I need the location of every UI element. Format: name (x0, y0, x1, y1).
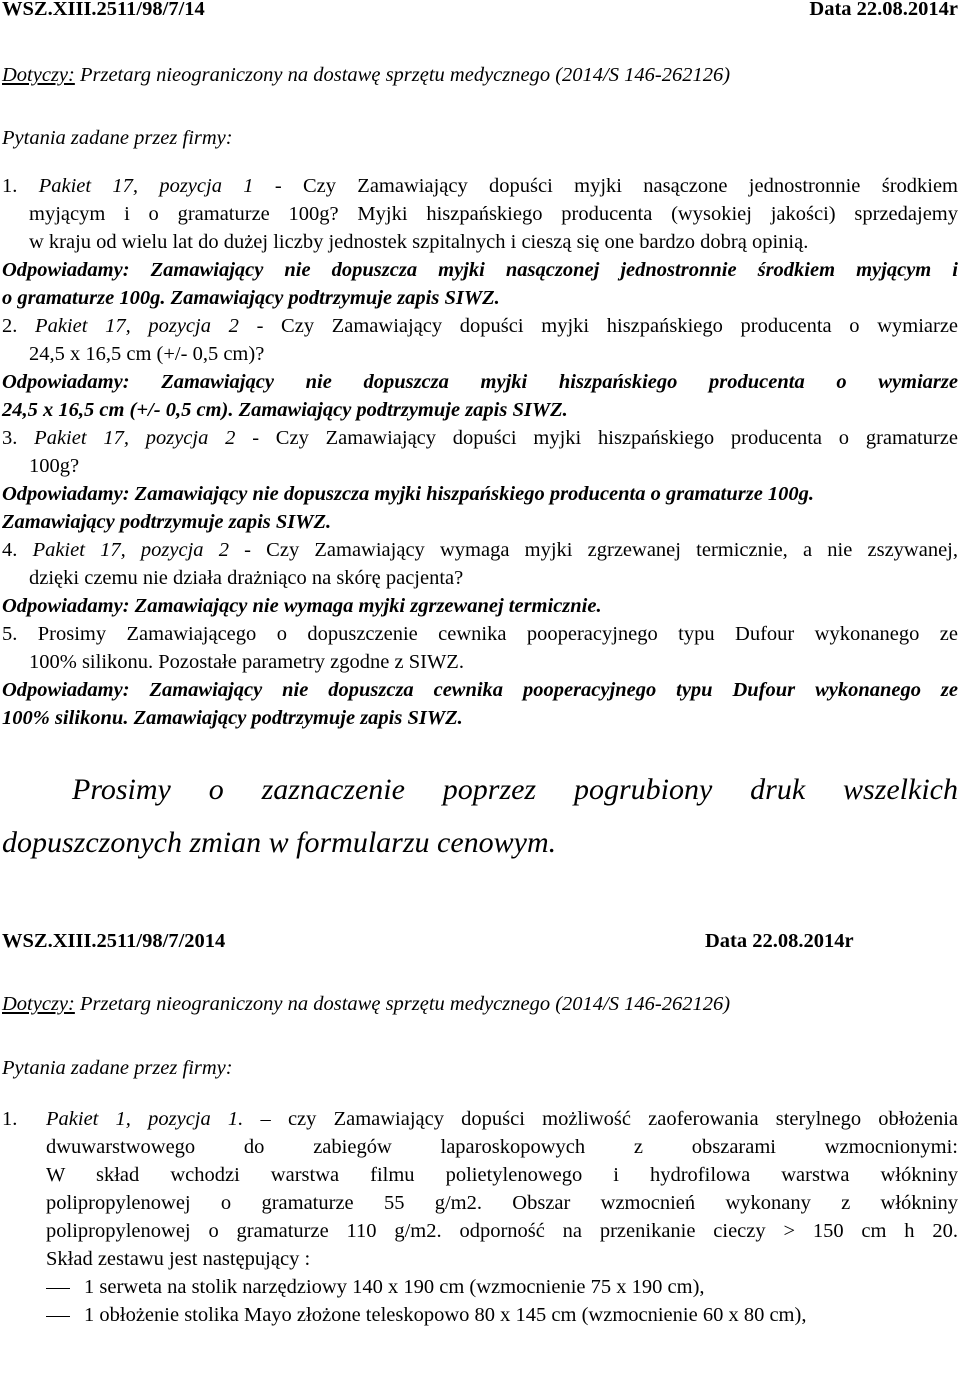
s2-question-1-line-1: Pakiet 1, pozycja 1. – czy Zamawiający dopuści możliwość zaoferowania sterylnego obłożenia (46, 1108, 958, 1130)
question-ref: Pakiet 1, pozycja 1. (46, 1108, 244, 1130)
question-2-line-2: 24,5 x 16,5 cm (+/- 0,5 cm)? (29, 343, 265, 365)
reference-number: WSZ.XIII.2511/98/7/14 (2, 0, 205, 20)
question-3-line-2: 100g? (29, 455, 80, 477)
reference-number-2: WSZ.XIII.2511/98/7/2014 (2, 930, 226, 952)
s2-question-1-line-5: polipropylenowej o gramaturze 110 g/m2. odporność na przenikanie cieczy > 150 cm h 20. (46, 1220, 958, 1242)
question-3-line-1: 3. Pakiet 17, pozycja 2 - Czy Zamawiający dopuści myjki hiszpańskiego producenta o gramaturze (2, 427, 959, 449)
subject-line-2 (2, 991, 958, 1019)
subject-text-2: Przetarg nieograniczony na dostawę sprzętu medycznego (2014/S 146-262126) (74, 993, 731, 1015)
question-5-line-1: 5. Prosimy Zamawiającego o dopuszczenie cewnika pooperacyjnego typu Dufour wykonanego ze (2, 623, 958, 645)
question-1-line-3: w kraju od wielu lat do dużej liczby jednostek szpitalnych i cieszą się one bardzo dobrą opinią. (29, 231, 809, 253)
question-4-line-2: dzięki czemu nie działa drażniąco na skórę pacjenta? (29, 567, 464, 589)
answer-2-line-1: Odpowiadamy: Zamawiający nie dopuszcza myjki hiszpańskiego producenta o wymiarze (2, 371, 958, 393)
answer-1-line-2: o gramaturze 100g. Zamawiający podtrzymuje zapis SIWZ. (2, 287, 500, 309)
question-ref: Pakiet 17, pozycja 1 (38, 175, 254, 197)
notice-line-2: dopuszczonych zmian w formularzu cenowym. (2, 826, 557, 859)
notice-line-1: Prosimy o zaznaczenie poprzez pogrubiony druk wszelkich (72, 773, 958, 806)
answer-3-line-1: Odpowiadamy: Zamawiający nie dopuszcza myjki hiszpańskiego producenta o gramaturze 100g. (2, 483, 815, 505)
s2-question-1-line-3: W skład wchodzi warstwa filmu polietylenowego i hydrofilowa warstwa włókniny (46, 1164, 958, 1186)
question-2-line-1: 2. Pakiet 17, pozycja 2 - Czy Zamawiający dopuści myjki hiszpańskiego producenta o wymiarze (2, 315, 959, 337)
question-ref: Pakiet 17, pozycja 2 (32, 539, 229, 561)
question-1-line-1: 1. Pakiet 17, pozycja 1 - Czy Zamawiający dopuści myjki nasączone jednostronnie środkiem (2, 175, 959, 197)
questions-heading-2: Pytania zadane przez firmy: (2, 1057, 233, 1079)
answer-5-line-1: Odpowiadamy: Zamawiający nie dopuszcza cewnika pooperacyjnego typu Dufour wykonanego ze (2, 679, 958, 701)
subject-text: Przetarg nieograniczony na dostawę sprzętu medycznego (2014/S 146-262126) (74, 64, 731, 86)
s2-question-1-line-2: dwuwarstwowego do zabiegów laparoskopowych z obszarami wzmocnionymi: (46, 1136, 958, 1158)
question-1-line-2: myjącym i o gramaturze 100g? Myjki hiszpańskiego producenta (wysokiej jakości) sprzedajemy (29, 203, 958, 225)
question-4-line-1: 4. Pakiet 17, pozycja 2 - Czy Zamawiający wymaga myjki zgrzewanej termicznie, a nie zszywanej, (2, 539, 958, 561)
doc-header (2, 0, 958, 24)
list-item: 1 obłożenie stolika Mayo złożone teleskopowo 80 x 145 cm (wzmocnienie 60 x 80 cm), (46, 1302, 958, 1330)
answer-1-line-1: Odpowiadamy: Zamawiający nie dopuszcza myjki nasączonej jednostronnie środkiem myjącym i (2, 259, 958, 281)
dash-bullet-icon (46, 1288, 70, 1289)
subject-label: Dotyczy: (2, 64, 75, 86)
answer-3-line-2: Zamawiający podtrzymuje zapis SIWZ. (2, 511, 332, 533)
document-date: Data 22.08.2014r (809, 0, 958, 20)
answer-2-line-2: 24,5 x 16,5 cm (+/- 0,5 cm). Zamawiający podtrzymuje zapis SIWZ. (2, 399, 568, 421)
question-ref: Pakiet 17, pozycja 2 (34, 427, 236, 449)
question-ref: Pakiet 17, pozycja 2 (35, 315, 239, 337)
subject-label-2: Dotyczy: (2, 993, 75, 1015)
doc-header-2 (2, 928, 872, 956)
subject-line (2, 62, 958, 90)
answer-4-line-1: Odpowiadamy: Zamawiający nie wymaga myjki zgrzewanej termicznie. (2, 595, 602, 617)
questions-heading: Pytania zadane przez firmy: (2, 127, 233, 149)
s2-question-1-line-6: Skład zestawu jest następujący : (46, 1248, 311, 1270)
document-date-2: Data 22.08.2014r (705, 930, 854, 952)
dash-bullet-icon (46, 1316, 70, 1317)
s2-question-1-num: 1. (2, 1108, 18, 1130)
question-5-line-2: 100% silikonu. Pozostałe parametry zgodne z SIWZ. (29, 651, 464, 673)
s2-question-1-line-4: polipropylenowej o gramaturze 55 g/m2. Obszar wzmocnień wykonany z włókniny (46, 1192, 958, 1214)
list-item: 1 serweta na stolik narzędziowy 140 x 190 cm (wzmocnienie 75 x 190 cm), (46, 1274, 958, 1302)
answer-5-line-2: 100% silikonu. Zamawiający podtrzymuje zapis SIWZ. (2, 707, 463, 729)
